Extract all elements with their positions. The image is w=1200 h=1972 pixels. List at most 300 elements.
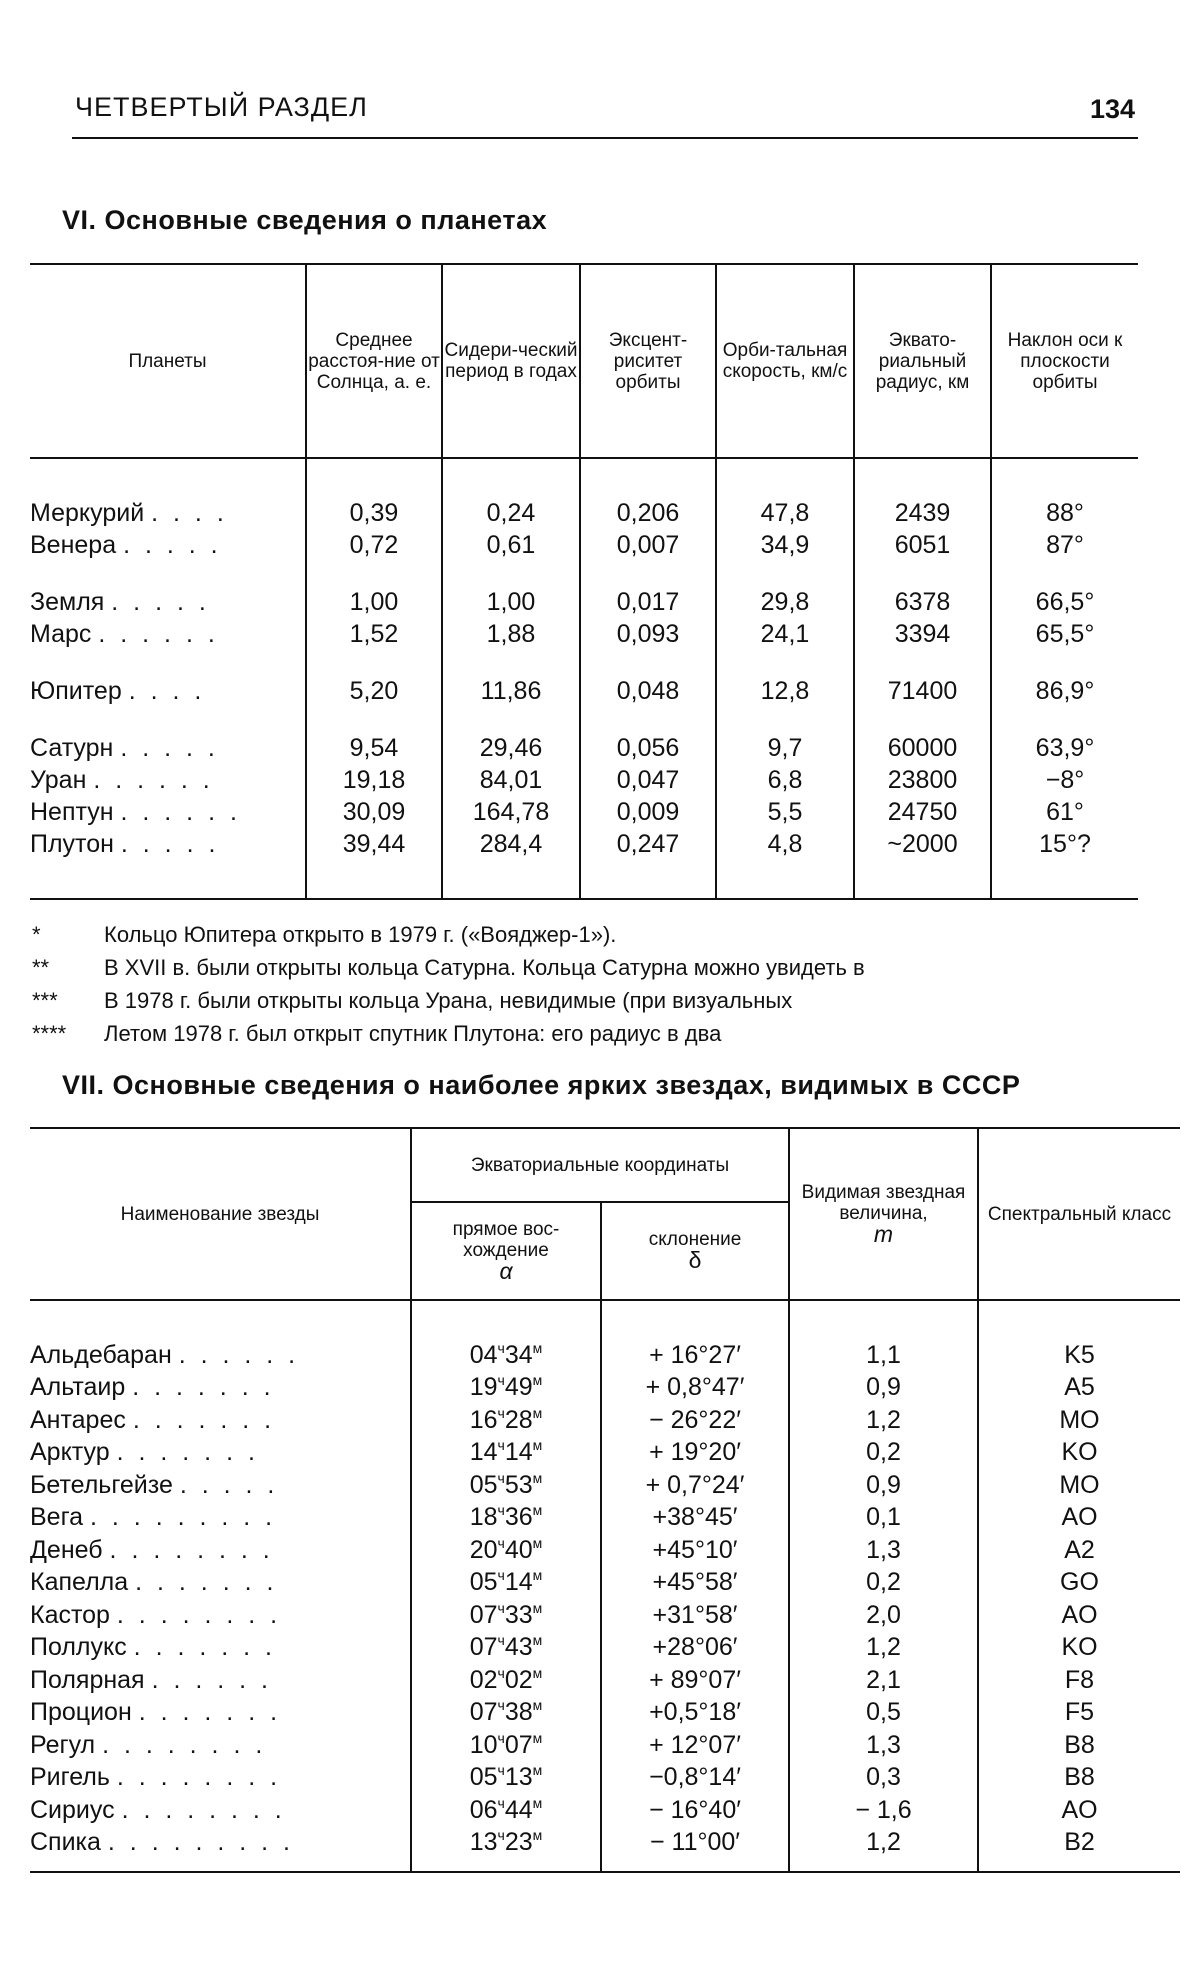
footnote-text: В XVII в. были открыты кольца Сатурна. Кольца Сатурна можно увидеть в — [104, 955, 865, 980]
ra-hours: 07 — [469, 1633, 498, 1662]
ra-minutes: 44 — [504, 1795, 533, 1824]
minutes-unit: м — [532, 1534, 543, 1551]
planet-speed: 47,8 — [716, 497, 854, 529]
planet-tilt: −8° — [991, 764, 1138, 796]
leader-dots: . . . . . . . . — [102, 1730, 267, 1759]
magnitude-symbol: m — [873, 1220, 894, 1247]
planet-radius: 6051 — [854, 529, 991, 561]
star-row — [30, 1762, 1180, 1795]
star-name: Денеб — [30, 1535, 103, 1564]
star-row — [30, 1794, 1180, 1827]
planet-period: 1,00 — [442, 586, 580, 618]
footnote — [32, 922, 1132, 955]
star-right-ascension — [411, 1567, 601, 1600]
star-name: Регул — [30, 1730, 96, 1759]
planet-period: 0,24 — [442, 497, 580, 529]
star-name-cell — [30, 1437, 411, 1470]
planet-speed: 4,8 — [716, 828, 854, 860]
minutes-unit: м — [532, 1339, 543, 1356]
star-magnitude: 0,3 — [789, 1762, 978, 1795]
header-rule — [72, 137, 1138, 139]
star-name: Альдебаран — [30, 1340, 172, 1369]
footnote — [32, 1021, 1132, 1054]
star-spectral-class: B8 — [978, 1762, 1180, 1795]
star-row — [30, 1664, 1180, 1697]
star-declination: − 11°00′ — [601, 1827, 789, 1860]
planet-row — [30, 497, 1138, 529]
section-name: ЧЕТВЕРТЫЙ РАЗДЕЛ — [75, 92, 368, 122]
ra-hours: 16 — [469, 1405, 498, 1434]
planet-dist: 39,44 — [306, 828, 442, 860]
ra-hours: 05 — [469, 1763, 498, 1792]
footnote — [32, 988, 1132, 1021]
stars-table-body — [30, 1300, 1180, 1872]
hours-unit: ч — [497, 1502, 505, 1519]
planet-tilt: 15°? — [991, 828, 1138, 860]
hours-unit: ч — [497, 1534, 505, 1551]
star-right-ascension — [411, 1534, 601, 1567]
planet-tilt: 86,9° — [991, 675, 1138, 707]
star-name: Поллукс — [30, 1633, 127, 1662]
star-spectral-class: AO — [978, 1599, 1180, 1632]
star-row — [30, 1729, 1180, 1762]
dec-label: склонение — [648, 1229, 742, 1250]
ra-minutes: 38 — [504, 1698, 533, 1727]
footnote-text: Кольцо Юпитера открыто в 1979 г. («Вояджер-1»). — [104, 922, 617, 947]
star-spectral-class: MO — [978, 1469, 1180, 1502]
leader-dots: . . . . . . — [93, 765, 214, 794]
planet-speed: 29,8 — [716, 586, 854, 618]
ra-minutes: 34 — [504, 1340, 533, 1369]
star-magnitude: 0,5 — [789, 1697, 978, 1730]
star-row — [30, 1599, 1180, 1632]
ra-hours: 05 — [469, 1568, 498, 1597]
star-magnitude: 1,2 — [789, 1632, 978, 1665]
minutes-unit: м — [532, 1794, 543, 1811]
planet-period: 284,4 — [442, 828, 580, 860]
leader-dots: . . . . . . . . . — [107, 1828, 294, 1857]
col-header-dec — [601, 1202, 789, 1300]
planet-name-cell — [30, 586, 306, 618]
star-row — [30, 1372, 1180, 1405]
col-header-ra — [411, 1202, 601, 1300]
planet-dist: 9,54 — [306, 732, 442, 764]
star-declination: + 19°20′ — [601, 1437, 789, 1470]
col-header-speed: Орби-тальная скорость, км/с — [716, 264, 854, 458]
ra-symbol: α — [499, 1257, 513, 1284]
minutes-unit: м — [532, 1372, 543, 1389]
star-name-cell — [30, 1567, 411, 1600]
star-right-ascension — [411, 1339, 601, 1372]
star-name: Арктур — [30, 1438, 110, 1467]
planet-speed: 5,5 — [716, 796, 854, 828]
planet-speed: 24,1 — [716, 618, 854, 650]
star-magnitude: 0,2 — [789, 1437, 978, 1470]
star-name: Ригель — [30, 1763, 110, 1792]
star-right-ascension — [411, 1664, 601, 1697]
planet-speed: 12,8 — [716, 675, 854, 707]
planet-name: Плутон — [30, 829, 114, 858]
star-row — [30, 1469, 1180, 1502]
minutes-unit: м — [532, 1437, 543, 1454]
star-declination: + 16°27′ — [601, 1339, 789, 1372]
planet-tilt: 88° — [991, 497, 1138, 529]
star-declination: + 89°07′ — [601, 1664, 789, 1697]
star-row — [30, 1404, 1180, 1437]
ra-hours: 14 — [469, 1438, 498, 1467]
hours-unit: ч — [497, 1567, 505, 1584]
ra-label: прямое вос-хождение — [452, 1218, 560, 1261]
hours-unit: ч — [497, 1729, 505, 1746]
planet-name: Нептун — [30, 797, 114, 826]
ra-minutes: 14 — [504, 1438, 533, 1467]
star-right-ascension — [411, 1599, 601, 1632]
star-magnitude: 1,3 — [789, 1729, 978, 1762]
star-name: Полярная — [30, 1665, 145, 1694]
hours-unit: ч — [497, 1794, 505, 1811]
planet-dist: 19,18 — [306, 764, 442, 796]
ra-hours: 04 — [469, 1340, 498, 1369]
ra-minutes: 28 — [504, 1405, 533, 1434]
star-spectral-class: F8 — [978, 1664, 1180, 1697]
hours-unit: ч — [497, 1664, 505, 1681]
star-name-cell — [30, 1599, 411, 1632]
star-declination: + 0,7°24′ — [601, 1469, 789, 1502]
hours-unit: ч — [497, 1827, 505, 1844]
planet-ecc: 0,007 — [580, 529, 716, 561]
star-right-ascension — [411, 1437, 601, 1470]
planet-row — [30, 732, 1138, 764]
planet-period: 0,61 — [442, 529, 580, 561]
planet-ecc: 0,017 — [580, 586, 716, 618]
planet-ecc: 0,093 — [580, 618, 716, 650]
star-spectral-class: AO — [978, 1502, 1180, 1535]
minutes-unit: м — [532, 1827, 543, 1844]
star-spectral-class: KO — [978, 1632, 1180, 1665]
ra-minutes: 49 — [504, 1373, 533, 1402]
planet-name: Меркурий — [30, 498, 145, 527]
star-declination: +45°58′ — [601, 1567, 789, 1600]
star-name-cell — [30, 1502, 411, 1535]
footnote-text: В 1978 г. были открыты кольца Урана, невидимые (при визуальных — [104, 988, 793, 1013]
star-name: Процион — [30, 1698, 132, 1727]
planet-dist: 0,72 — [306, 529, 442, 561]
planet-name: Венера — [30, 530, 117, 559]
star-name-cell — [30, 1404, 411, 1437]
footnote-mark: **** — [32, 1021, 67, 1046]
leader-dots: . . . . . — [179, 1470, 279, 1499]
star-spectral-class: MO — [978, 1404, 1180, 1437]
spacer-row — [30, 1300, 1180, 1339]
ra-minutes: 36 — [504, 1503, 533, 1532]
star-name-cell — [30, 1534, 411, 1567]
leader-dots: . . . . . . . . — [116, 1763, 282, 1792]
star-name: Альтаир — [30, 1373, 126, 1402]
planet-ecc: 0,048 — [580, 675, 716, 707]
leader-dots: . . . . . — [120, 733, 219, 762]
star-row — [30, 1632, 1180, 1665]
dec-symbol: δ — [688, 1247, 702, 1273]
star-magnitude: 1,1 — [789, 1339, 978, 1372]
footnote-text: Летом 1978 г. был открыт спутник Плутона: его радиус в два — [104, 1021, 722, 1046]
planet-dist: 1,52 — [306, 618, 442, 650]
star-spectral-class: A5 — [978, 1372, 1180, 1405]
planet-name-cell — [30, 796, 306, 828]
ra-hours: 02 — [469, 1665, 498, 1694]
star-magnitude: − 1,6 — [789, 1794, 978, 1827]
col-header-class: Спектральный класс — [978, 1128, 1180, 1300]
star-magnitude: 0,9 — [789, 1469, 978, 1502]
star-declination: + 12°07′ — [601, 1729, 789, 1762]
star-name-cell — [30, 1827, 411, 1860]
ra-minutes: 53 — [504, 1470, 533, 1499]
hours-unit: ч — [497, 1762, 505, 1779]
col-header-magnitude — [789, 1128, 978, 1300]
star-magnitude: 1,2 — [789, 1404, 978, 1437]
ra-hours: 13 — [469, 1828, 498, 1857]
star-spectral-class: GO — [978, 1567, 1180, 1600]
col-header-planet: Планеты — [30, 264, 306, 458]
hours-unit: ч — [497, 1632, 505, 1649]
leader-dots: . . . . . . . . — [109, 1535, 274, 1564]
star-row — [30, 1502, 1180, 1535]
leader-dots: . . . . . . . — [138, 1698, 282, 1727]
leader-dots: . . . . . . . — [133, 1633, 276, 1662]
star-declination: +0,5°18′ — [601, 1697, 789, 1730]
hours-unit: ч — [497, 1599, 505, 1616]
minutes-unit: м — [532, 1632, 543, 1649]
star-right-ascension — [411, 1632, 601, 1665]
star-right-ascension — [411, 1697, 601, 1730]
star-name-cell — [30, 1632, 411, 1665]
planet-name-cell — [30, 529, 306, 561]
section-7-title: VII. Основные сведения о наиболее ярких звездах, видимых в СССР — [62, 1070, 1021, 1100]
spacer-row — [30, 860, 1138, 899]
planet-radius: 6378 — [854, 586, 991, 618]
planet-row — [30, 828, 1138, 860]
spacer-row — [30, 650, 1138, 675]
planet-radius: ~2000 — [854, 828, 991, 860]
col-header-period: Сидери-ческий период в годах — [442, 264, 580, 458]
hours-unit: ч — [497, 1404, 505, 1421]
planet-radius: 23800 — [854, 764, 991, 796]
star-magnitude: 0,2 — [789, 1567, 978, 1600]
star-row — [30, 1697, 1180, 1730]
planet-row — [30, 796, 1138, 828]
star-name-cell — [30, 1664, 411, 1697]
leader-dots: . . . . . . . . . — [90, 1503, 277, 1532]
planet-row — [30, 618, 1138, 650]
star-row — [30, 1437, 1180, 1470]
spacer-row — [30, 707, 1138, 732]
star-declination: +38°45′ — [601, 1502, 789, 1535]
leader-dots: . . . . . . . — [116, 1438, 259, 1467]
planet-dist: 5,20 — [306, 675, 442, 707]
ra-hours: 05 — [469, 1470, 498, 1499]
planet-row — [30, 764, 1138, 796]
col-header-star: Наименование звезды — [30, 1128, 411, 1300]
ra-minutes: 07 — [504, 1730, 533, 1759]
leader-dots: . . . . . . . — [132, 1405, 276, 1434]
planet-tilt: 63,9° — [991, 732, 1138, 764]
star-declination: + 0,8°47′ — [601, 1372, 789, 1405]
planet-radius: 2439 — [854, 497, 991, 529]
leader-dots: . . . . . . . . — [121, 1795, 286, 1824]
minutes-unit: м — [532, 1599, 543, 1616]
star-name: Кастор — [30, 1600, 110, 1629]
leader-dots: . . . . . . — [151, 1665, 272, 1694]
planet-name-cell — [30, 828, 306, 860]
star-right-ascension — [411, 1827, 601, 1860]
planet-period: 29,46 — [442, 732, 580, 764]
star-magnitude: 2,0 — [789, 1599, 978, 1632]
ra-minutes: 40 — [504, 1535, 533, 1564]
star-spectral-class: B8 — [978, 1729, 1180, 1762]
star-spectral-class: K5 — [978, 1339, 1180, 1372]
footnote-mark: *** — [32, 988, 58, 1013]
leader-dots: . . . . — [151, 498, 228, 527]
leader-dots: . . . . . . . — [135, 1568, 278, 1597]
planet-speed: 9,7 — [716, 732, 854, 764]
planet-tilt: 87° — [991, 529, 1138, 561]
footnote-mark: ** — [32, 955, 50, 980]
star-declination: +45°10′ — [601, 1534, 789, 1567]
star-right-ascension — [411, 1502, 601, 1535]
planet-name: Уран — [30, 765, 87, 794]
star-spectral-class: A2 — [978, 1534, 1180, 1567]
star-right-ascension — [411, 1729, 601, 1762]
star-declination: − 26°22′ — [601, 1404, 789, 1437]
planet-radius: 71400 — [854, 675, 991, 707]
star-magnitude: 2,1 — [789, 1664, 978, 1697]
col-header-tilt: Наклон оси к плоскости орбиты — [991, 264, 1138, 458]
planet-ecc: 0,247 — [580, 828, 716, 860]
ra-minutes: 33 — [504, 1600, 533, 1629]
stars-table — [30, 1127, 1180, 1873]
hours-unit: ч — [497, 1339, 505, 1356]
planet-tilt: 61° — [991, 796, 1138, 828]
star-magnitude: 1,3 — [789, 1534, 978, 1567]
planet-tilt: 65,5° — [991, 618, 1138, 650]
planet-ecc: 0,206 — [580, 497, 716, 529]
ra-minutes: 13 — [504, 1763, 533, 1792]
ra-minutes: 23 — [504, 1828, 533, 1857]
leader-dots: . . . . . . — [178, 1340, 300, 1369]
star-name-cell — [30, 1469, 411, 1502]
planets-table-body — [30, 458, 1138, 899]
star-right-ascension — [411, 1404, 601, 1437]
star-name-cell — [30, 1339, 411, 1372]
minutes-unit: м — [532, 1567, 543, 1584]
star-row — [30, 1339, 1180, 1372]
star-name: Бетельгейзе — [30, 1470, 173, 1499]
planet-name-cell — [30, 764, 306, 796]
ra-hours: 18 — [469, 1503, 498, 1532]
star-name-cell — [30, 1729, 411, 1762]
leader-dots: . . . . . . — [120, 797, 241, 826]
star-magnitude: 1,2 — [789, 1827, 978, 1860]
minutes-unit: м — [532, 1404, 543, 1421]
section-6-title: VI. Основные сведения о планетах — [62, 205, 548, 235]
star-name-cell — [30, 1794, 411, 1827]
planet-radius: 3394 — [854, 618, 991, 650]
planet-name: Сатурн — [30, 733, 114, 762]
star-right-ascension — [411, 1469, 601, 1502]
leader-dots: . . . . — [128, 676, 206, 705]
hours-unit: ч — [497, 1697, 505, 1714]
planet-name-cell — [30, 618, 306, 650]
col-header-eccentricity: Эксцент-риситет орбиты — [580, 264, 716, 458]
hours-unit: ч — [497, 1372, 505, 1389]
star-right-ascension — [411, 1794, 601, 1827]
star-name-cell — [30, 1372, 411, 1405]
star-name: Сириус — [30, 1795, 115, 1824]
star-row — [30, 1534, 1180, 1567]
star-declination: −0,8°14′ — [601, 1762, 789, 1795]
minutes-unit: м — [532, 1502, 543, 1519]
planet-name: Юпитер — [30, 676, 122, 705]
planet-name: Земля — [30, 587, 105, 616]
star-magnitude: 0,9 — [789, 1372, 978, 1405]
col-header-coords: Экваториальные координаты — [411, 1128, 789, 1202]
planet-row — [30, 586, 1138, 618]
planet-name-cell — [30, 675, 306, 707]
star-spectral-class: B2 — [978, 1827, 1180, 1860]
ra-hours: 19 — [469, 1373, 498, 1402]
hours-unit: ч — [497, 1469, 505, 1486]
leader-dots: . . . . . . — [98, 619, 219, 648]
spacer-row — [30, 458, 1138, 497]
star-row — [30, 1827, 1180, 1860]
col-header-distance: Среднее расстоя-ние от Солнца, а. е. — [306, 264, 442, 458]
leader-dots: . . . . . . . — [132, 1373, 275, 1402]
magnitude-label: Видимая звездная величина, — [801, 1181, 966, 1224]
ra-hours: 20 — [469, 1535, 498, 1564]
star-right-ascension — [411, 1762, 601, 1795]
star-row — [30, 1567, 1180, 1600]
footnote-mark: * — [32, 922, 41, 947]
footnote — [32, 955, 1132, 988]
planet-name-cell — [30, 497, 306, 529]
star-declination: +28°06′ — [601, 1632, 789, 1665]
star-spectral-class: KO — [978, 1437, 1180, 1470]
star-spectral-class: F5 — [978, 1697, 1180, 1730]
hours-unit: ч — [497, 1437, 505, 1454]
planet-speed: 6,8 — [716, 764, 854, 796]
running-head — [75, 92, 1135, 132]
star-declination: +31°58′ — [601, 1599, 789, 1632]
ra-hours: 07 — [469, 1698, 498, 1727]
planet-period: 164,78 — [442, 796, 580, 828]
planet-dist: 30,09 — [306, 796, 442, 828]
planet-dist: 0,39 — [306, 497, 442, 529]
footnotes — [32, 922, 1132, 1054]
ra-minutes: 14 — [504, 1568, 533, 1597]
star-name: Антарес — [30, 1405, 126, 1434]
star-name: Вега — [30, 1503, 84, 1532]
star-name: Спика — [30, 1828, 101, 1857]
page-number: 134 — [1089, 94, 1135, 124]
planet-name-cell — [30, 732, 306, 764]
ra-hours: 07 — [469, 1600, 498, 1629]
planet-ecc: 0,009 — [580, 796, 716, 828]
planet-ecc: 0,056 — [580, 732, 716, 764]
star-right-ascension — [411, 1372, 601, 1405]
star-magnitude: 0,1 — [789, 1502, 978, 1535]
planet-row — [30, 529, 1138, 561]
star-declination: − 16°40′ — [601, 1794, 789, 1827]
ra-hours: 10 — [469, 1730, 498, 1759]
